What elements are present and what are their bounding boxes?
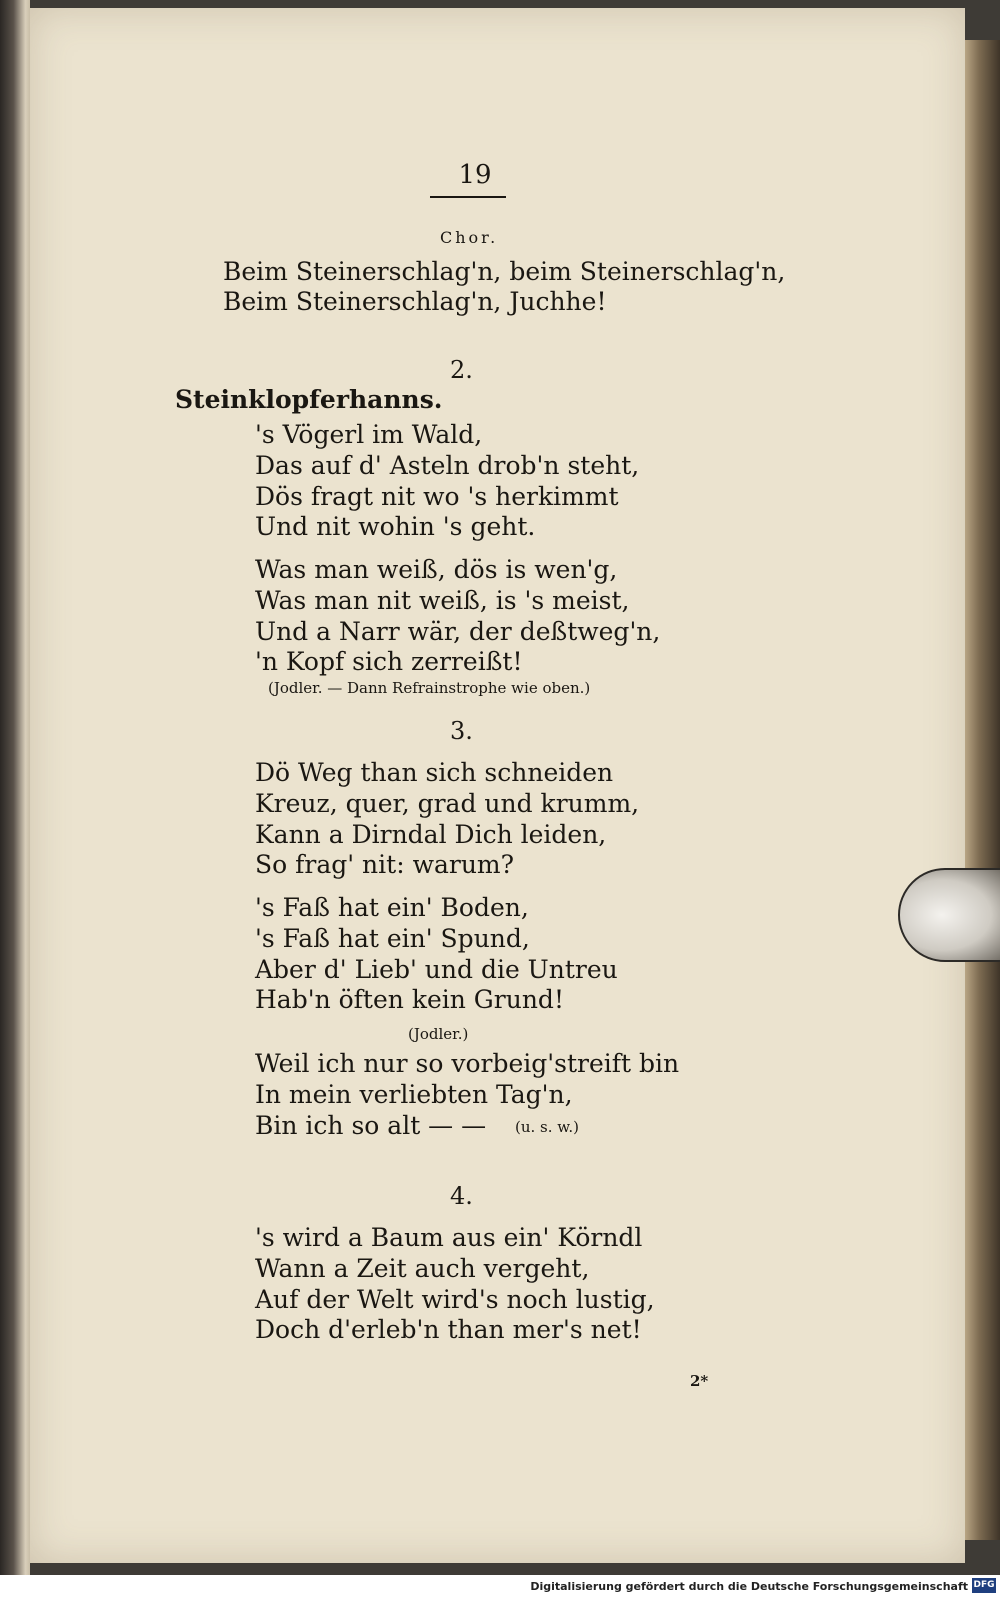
verse-line: Dö Weg than sich schneiden: [255, 758, 614, 787]
stage-direction: (Jodler.): [408, 1025, 469, 1043]
book-gutter: [0, 0, 30, 1598]
verse-line: Auf der Welt wird's noch lustig,: [255, 1285, 655, 1314]
verse-line: Kann a Dirndal Dich leiden,: [255, 820, 607, 849]
song-number: 4.: [450, 1182, 473, 1210]
signature-mark: 2*: [690, 1372, 709, 1390]
stage-direction: (Jodler. — Dann Refrainstrophe wie oben.): [268, 679, 591, 697]
song-title: Steinklopferhanns.: [175, 385, 443, 414]
song-number: 2.: [450, 356, 473, 384]
verse-line: Und nit wohin 's geht.: [255, 512, 536, 541]
verse-line: Dös fragt nit wo 's herkimmt: [255, 482, 619, 511]
verse-line: Weil ich nur so vorbeig'streift bin: [255, 1049, 680, 1078]
song-number: 3.: [450, 717, 473, 745]
verse-line: Was man weiß, dös is wen'g,: [255, 555, 618, 584]
verse-line: Bin ich so alt — —: [255, 1111, 487, 1140]
dfg-logo: DFG: [972, 1578, 996, 1593]
page-number: 19: [458, 160, 492, 190]
page-number-rule: [430, 196, 506, 198]
verse-line: Doch d'erleb'n than mer's net!: [255, 1315, 642, 1344]
footer-text: Digitalisierung gefördert durch die Deutsche Forschungsgemeinschaft: [530, 1580, 968, 1593]
scanner-thumb: [898, 868, 1000, 962]
verse-line: 'n Kopf sich zerreißt!: [255, 647, 523, 676]
verse-line: Was man nit weiß, is 's meist,: [255, 586, 630, 615]
verse-line: So frag' nit: warum?: [255, 850, 515, 879]
etc-marker: (u. s. w.): [515, 1118, 579, 1136]
verse-line: Aber d' Lieb' und die Untreu: [255, 955, 618, 984]
page-edge: [965, 40, 1000, 1540]
chorus-line: Beim Steinerschlag'n, Juchhe!: [223, 287, 607, 316]
verse-line: 's Faß hat ein' Spund,: [255, 924, 530, 953]
verse-line: Und a Narr wär, der deßtweg'n,: [255, 617, 661, 646]
verse-line: In mein verliebten Tag'n,: [255, 1080, 573, 1109]
verse-line: Hab'n öften kein Grund!: [255, 985, 564, 1014]
verse-line: 's Vögerl im Wald,: [255, 420, 483, 449]
verse-line: 's wird a Baum aus ein' Körndl: [255, 1223, 643, 1252]
chorus-label: Chor.: [440, 228, 499, 247]
footer-bar: [0, 1575, 1000, 1598]
verse-line: Kreuz, quer, grad und krumm,: [255, 789, 640, 818]
chorus-line: Beim Steinerschlag'n, beim Steinerschlag'n,: [223, 257, 786, 286]
verse-line: Wann a Zeit auch vergeht,: [255, 1254, 590, 1283]
verse-line: Das auf d' Asteln drob'n steht,: [255, 451, 640, 480]
verse-line: 's Faß hat ein' Boden,: [255, 893, 529, 922]
